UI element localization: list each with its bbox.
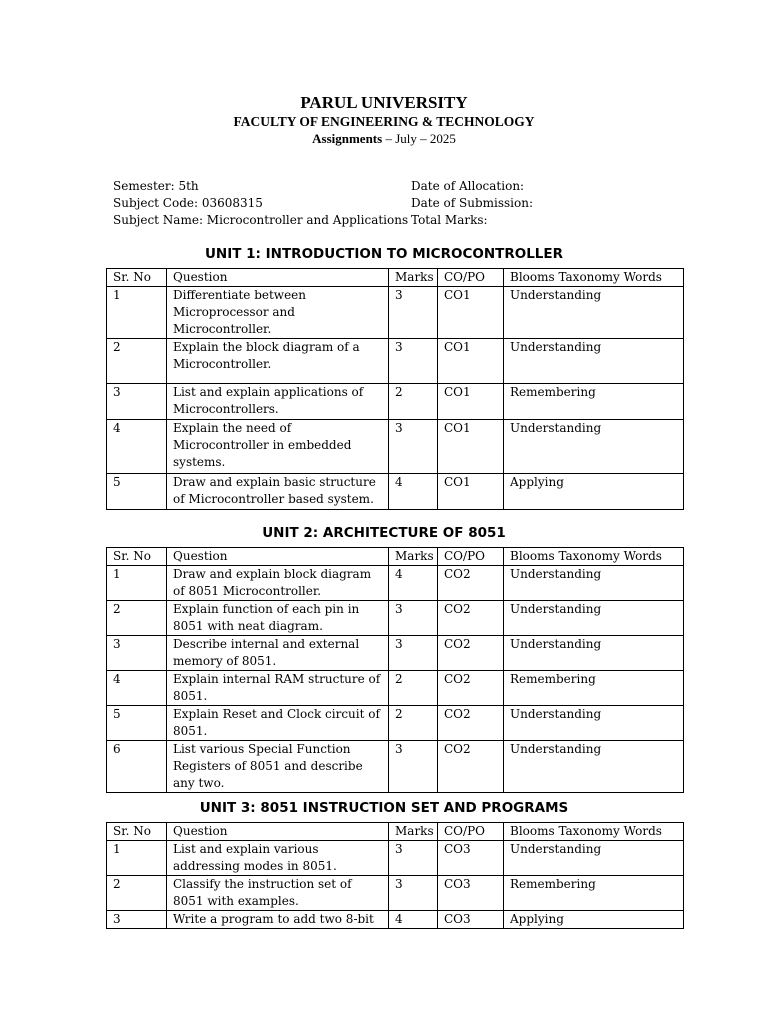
marks: 3 <box>389 420 438 474</box>
sr-no: 4 <box>107 671 167 706</box>
column-header: Sr. No <box>107 269 167 287</box>
marks: 3 <box>389 601 438 636</box>
blooms-word: Understanding <box>504 741 684 793</box>
question: Explain function of each pin in 8051 with neat diagram. <box>167 601 389 636</box>
subject-code: Subject Code: 03608315 <box>113 196 263 210</box>
blooms-word: Understanding <box>504 420 684 474</box>
column-header: Question <box>167 823 389 841</box>
co-po: CO3 <box>438 876 504 911</box>
sr-no: 1 <box>107 287 167 339</box>
question: List and explain various addressing modes in 8051. <box>167 841 389 876</box>
co-po: CO2 <box>438 706 504 741</box>
subject-info <box>113 178 408 229</box>
document-header <box>0 93 768 147</box>
table-row <box>107 636 684 671</box>
table-row <box>107 474 684 510</box>
assignments-date: – July – 2025 <box>382 131 456 146</box>
sr-no: 1 <box>107 566 167 601</box>
column-header: CO/PO <box>438 269 504 287</box>
co-po: CO1 <box>438 474 504 510</box>
sr-no: 5 <box>107 474 167 510</box>
question: List and explain applications of Microcontrollers. <box>167 384 389 420</box>
unit-table <box>106 822 684 929</box>
assignments-line <box>0 130 768 147</box>
table-row <box>107 911 684 929</box>
blooms-word: Understanding <box>504 706 684 741</box>
blooms-word: Understanding <box>504 636 684 671</box>
date-of-submission: Date of Submission: <box>411 196 533 210</box>
co-po: CO3 <box>438 911 504 929</box>
blooms-word: Understanding <box>504 287 684 339</box>
table-row <box>107 566 684 601</box>
sr-no: 2 <box>107 339 167 384</box>
question: Classify the instruction set of 8051 with examples. <box>167 876 389 911</box>
unit-table <box>106 268 684 510</box>
sr-no: 3 <box>107 384 167 420</box>
sr-no: 5 <box>107 706 167 741</box>
marks: 3 <box>389 339 438 384</box>
co-po: CO2 <box>438 671 504 706</box>
co-po: CO1 <box>438 339 504 384</box>
column-header: Marks <box>389 548 438 566</box>
unit-table <box>106 547 684 793</box>
marks: 3 <box>389 741 438 793</box>
marks: 3 <box>389 636 438 671</box>
table-row <box>107 384 684 420</box>
column-header: Blooms Taxonomy Words <box>504 548 684 566</box>
column-header: Marks <box>389 823 438 841</box>
blooms-word: Remembering <box>504 384 684 420</box>
column-header: Marks <box>389 269 438 287</box>
column-header: Blooms Taxonomy Words <box>504 823 684 841</box>
marks: 4 <box>389 566 438 601</box>
table-row <box>107 876 684 911</box>
blooms-word: Remembering <box>504 671 684 706</box>
question: Describe internal and external memory of 8051. <box>167 636 389 671</box>
blooms-word: Applying <box>504 911 684 929</box>
table-header-row <box>107 548 684 566</box>
marks: 3 <box>389 287 438 339</box>
co-po: CO2 <box>438 636 504 671</box>
sr-no: 2 <box>107 876 167 911</box>
co-po: CO1 <box>438 287 504 339</box>
question: Draw and explain basic structure of Microcontroller based system. <box>167 474 389 510</box>
subject-name: Subject Name: Microcontroller and Applications <box>113 213 409 227</box>
co-po: CO1 <box>438 384 504 420</box>
question: Write a program to add two 8-bit <box>167 911 389 929</box>
blooms-word: Applying <box>504 474 684 510</box>
column-header: Sr. No <box>107 548 167 566</box>
sr-no: 2 <box>107 601 167 636</box>
unit-title: UNIT 3: 8051 INSTRUCTION SET AND PROGRAMS <box>199 800 569 816</box>
question: Draw and explain block diagram of 8051 Microcontroller. <box>167 566 389 601</box>
question: Differentiate between Microprocessor and Microcontroller. <box>167 287 389 339</box>
question: List various Special Function Registers of 8051 and describe any two. <box>167 741 389 793</box>
sr-no: 3 <box>107 636 167 671</box>
co-po: CO2 <box>438 601 504 636</box>
university-name: PARUL UNIVERSITY <box>300 93 468 112</box>
co-po: CO2 <box>438 566 504 601</box>
column-header: Blooms Taxonomy Words <box>504 269 684 287</box>
date-of-allocation: Date of Allocation: <box>411 179 525 193</box>
marks: 2 <box>389 671 438 706</box>
column-header: CO/PO <box>438 548 504 566</box>
faculty-name: FACULTY OF ENGINEERING & TECHNOLOGY <box>233 114 535 129</box>
table-row <box>107 287 684 339</box>
sr-no: 3 <box>107 911 167 929</box>
semester: Semester: 5th <box>113 179 199 193</box>
table-row <box>107 671 684 706</box>
question: Explain internal RAM structure of 8051. <box>167 671 389 706</box>
blooms-word: Understanding <box>504 566 684 601</box>
co-po: CO3 <box>438 841 504 876</box>
total-marks: Total Marks: <box>411 213 488 227</box>
unit-title: UNIT 1: INTRODUCTION TO MICROCONTROLLER <box>204 246 564 262</box>
unit-title: UNIT 2: ARCHITECTURE OF 8051 <box>262 525 506 541</box>
column-header: Sr. No <box>107 823 167 841</box>
sr-no: 4 <box>107 420 167 474</box>
sr-no: 1 <box>107 841 167 876</box>
question: Explain Reset and Clock circuit of 8051. <box>167 706 389 741</box>
table-header-row <box>107 269 684 287</box>
column-header: Question <box>167 548 389 566</box>
table-row <box>107 339 684 384</box>
blooms-word: Understanding <box>504 601 684 636</box>
table-row <box>107 741 684 793</box>
blooms-word: Understanding <box>504 841 684 876</box>
column-header: Question <box>167 269 389 287</box>
column-header: CO/PO <box>438 823 504 841</box>
blooms-word: Understanding <box>504 339 684 384</box>
blooms-word: Remembering <box>504 876 684 911</box>
table-row <box>107 841 684 876</box>
date-info <box>411 178 533 229</box>
marks: 2 <box>389 384 438 420</box>
co-po: CO2 <box>438 741 504 793</box>
sr-no: 6 <box>107 741 167 793</box>
question: Explain the block diagram of a Microcontroller. <box>167 339 389 384</box>
co-po: CO1 <box>438 420 504 474</box>
marks: 4 <box>389 911 438 929</box>
marks: 2 <box>389 706 438 741</box>
table-row <box>107 601 684 636</box>
question: Explain the need of Microcontroller in embedded systems. <box>167 420 389 474</box>
table-row <box>107 420 684 474</box>
marks: 4 <box>389 474 438 510</box>
table-header-row <box>107 823 684 841</box>
table-row <box>107 706 684 741</box>
marks: 3 <box>389 841 438 876</box>
assignments-label: Assignments <box>312 131 383 146</box>
marks: 3 <box>389 876 438 911</box>
